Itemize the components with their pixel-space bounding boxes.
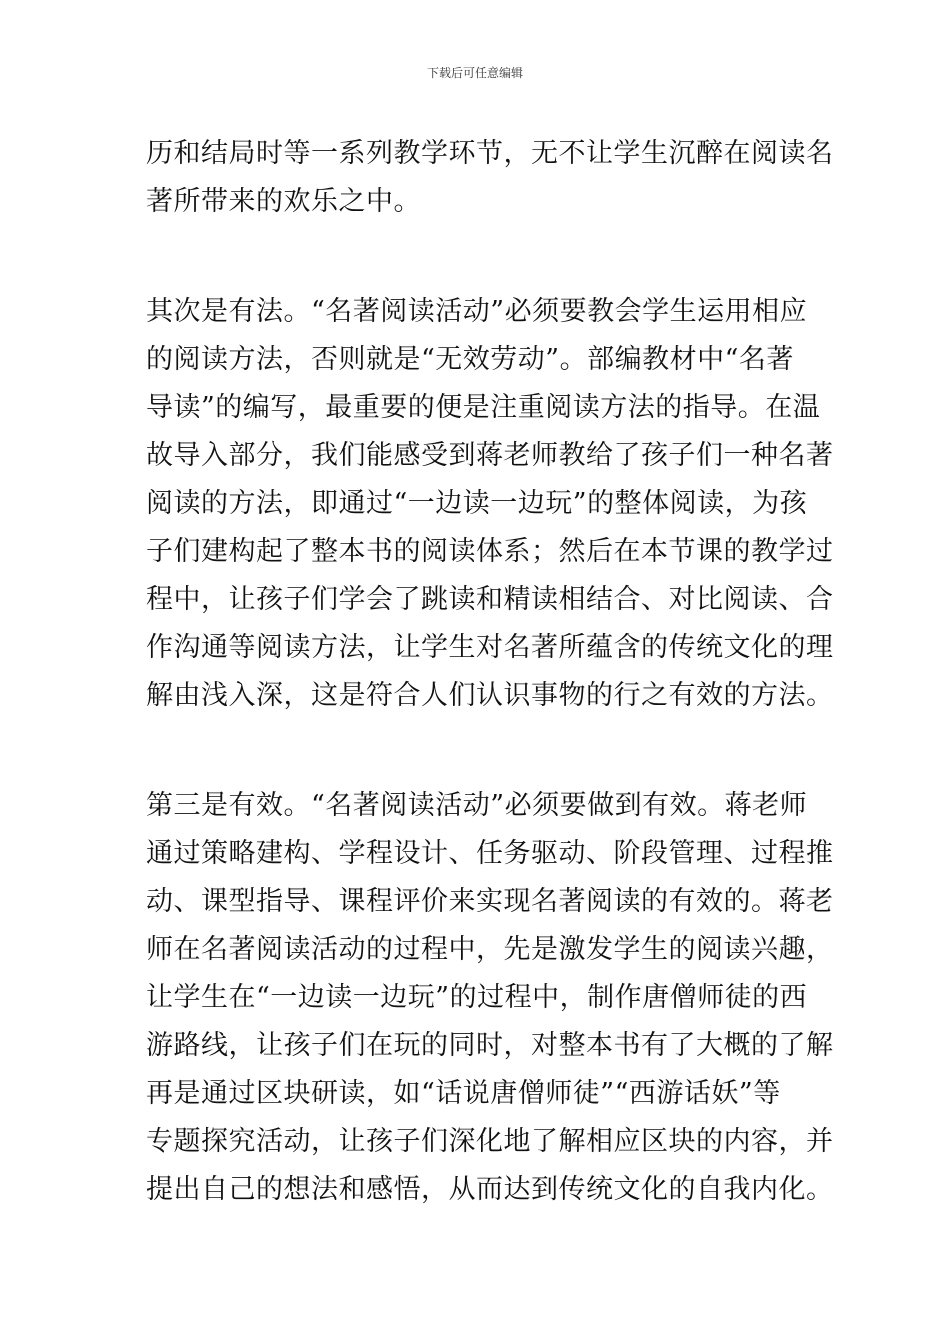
text-line: 第三是有效。“名著阅读活动”必须要做到有效。蒋老师 — [146, 790, 808, 821]
text-line: 阅读的方法，即通过“一边读一边玩”的整体阅读，为孩 — [146, 488, 808, 519]
text-line: 动、课型指导、课程评价来实现名著阅读的有效的。蒋老 — [146, 886, 834, 917]
text-line: 著所带来的欢乐之中。 — [146, 186, 421, 217]
text-line: 其次是有法。“名著阅读活动”必须要教会学生运用相应 — [146, 296, 808, 327]
text-line: 再是通过区块研读，如“话说唐僧师徒”“西游话妖”等 — [146, 1078, 781, 1109]
text-line: 提出自己的想法和感悟，从而达到传统文化的自我内化。 — [146, 1174, 834, 1205]
text-line: 程中，让孩子们学会了跳读和精读相结合、对比阅读、合 — [146, 584, 834, 615]
text-line: 作沟通等阅读方法，让学生对名著所蕴含的传统文化的理 — [146, 632, 834, 663]
paragraph — [146, 288, 834, 720]
paragraph — [146, 782, 834, 1214]
text-line: 故导入部分，我们能感受到蒋老师教给了孩子们一种名著 — [146, 440, 834, 471]
text-line: 历和结局时等一系列教学环节，无不让学生沉醉在阅读名 — [146, 138, 834, 169]
page-header: 下载后可任意编辑 — [426, 66, 523, 80]
text-line: 让学生在“一边读一边玩”的过程中，制作唐僧师徒的西 — [146, 982, 808, 1013]
text-line: 的阅读方法，否则就是“无效劳动”。部编教材中“名著 — [146, 344, 794, 375]
document-body — [146, 130, 834, 1214]
text-line: 通过策略建构、学程设计、任务驱动、阶段管理、过程推 — [146, 838, 834, 869]
text-line: 导读”的编写，最重要的便是注重阅读方法的指导。在温 — [146, 392, 821, 423]
text-line: 子们建构起了整本书的阅读体系；然后在本节课的教学过 — [146, 536, 834, 567]
paragraph — [146, 130, 834, 226]
text-line: 师在名著阅读活动的过程中，先是激发学生的阅读兴趣， — [146, 934, 834, 965]
text-line: 游路线，让孩子们在玩的同时，对整本书有了大概的了解 — [146, 1030, 834, 1061]
text-line: 专题探究活动，让孩子们深化地了解相应区块的内容，并 — [146, 1126, 834, 1157]
text-line: 解由浅入深，这是符合人们认识事物的行之有效的方法。 — [146, 680, 834, 711]
